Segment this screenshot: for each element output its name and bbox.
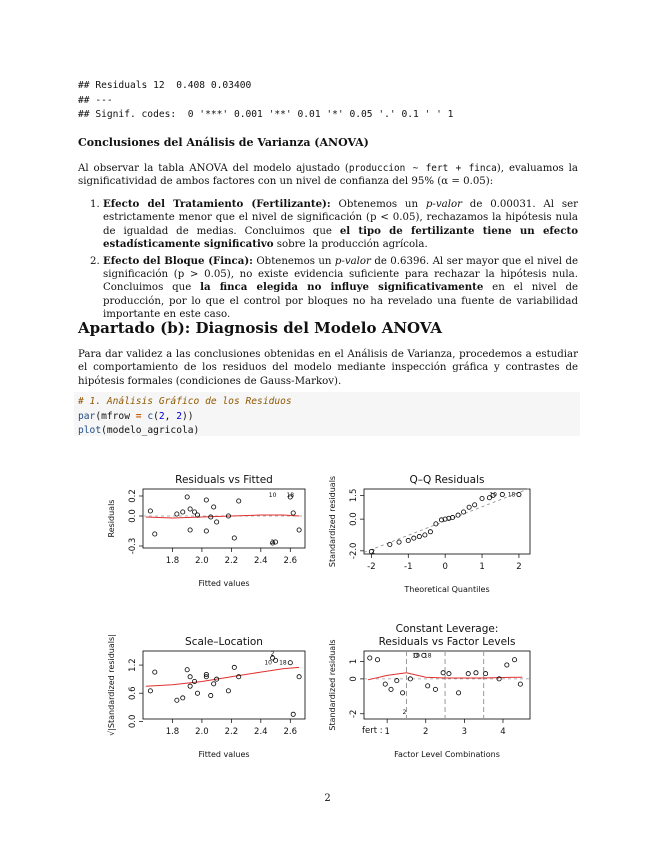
r-output [78, 79, 453, 123]
point-label: 10 [268, 492, 277, 499]
data-point [500, 492, 504, 496]
plot-frame [364, 651, 530, 719]
x-tick-label: 2 [423, 727, 429, 737]
data-point [212, 682, 216, 686]
point-label: 10 [489, 491, 497, 499]
y-axis-label: √|Standardized residuals| [107, 634, 116, 736]
y-tick-label: 1.2 [128, 658, 138, 672]
x-tick-label: 1.8 [165, 727, 180, 737]
data-point [148, 509, 152, 513]
data-point [428, 530, 432, 534]
data-point [175, 512, 179, 516]
plot-residuals-vs-fitted [107, 474, 305, 588]
y-axis-label: Standardized residuals [328, 639, 337, 731]
y-tick-label: -2 [349, 709, 359, 719]
point-label: 18 [286, 492, 295, 499]
point-label: 2 [371, 548, 376, 556]
data-point [148, 689, 152, 693]
x-tick-label: 2 [516, 562, 522, 572]
point-label: 2 [270, 539, 275, 546]
y-tick-label: 0.6 [128, 686, 139, 700]
data-point [153, 670, 157, 674]
plot-title: Scale–Location [185, 636, 263, 648]
section-b-paragraph: Para dar validez a las conclusiones obtenidas en el Análisis de Varianza, procedemos a estudiar el comportamiento de los residuos del modelo mediante inspección gráfica y contrastes de hipótesis formales (condiciones de Gauss-Markov). [78, 349, 578, 387]
data-point [212, 505, 216, 509]
data-point [204, 498, 208, 502]
data-point [232, 665, 236, 669]
data-point [412, 536, 416, 540]
y-tick-label: 0.0 [128, 509, 138, 523]
y-axis-label: Standardized residuals [328, 475, 337, 568]
data-point [185, 495, 189, 499]
x-axis-label: Theoretical Quantiles [404, 585, 490, 594]
plot-title-line-2: Residuals vs Factor Levels [378, 636, 516, 648]
point-label: 18 [507, 491, 516, 499]
data-point [226, 689, 230, 693]
data-point [473, 503, 477, 507]
x-tick-label: 2.6 [283, 556, 298, 566]
data-point [185, 668, 189, 672]
data-point [195, 513, 199, 517]
y-tick-label: -2.0 [349, 542, 359, 560]
output-line-1: ## Residuals 12 0.408 0.03400 [78, 80, 252, 91]
data-point [433, 687, 437, 691]
plot-title: Q–Q Residuals [409, 474, 485, 486]
x-tick-label: 2.0 [195, 556, 209, 566]
output-line-3: ## Signif. codes: 0 '***' 0.001 '**' 0.01 '*' 0.05 '.' 0.1 ' ' 1 [78, 109, 454, 120]
model-formula: produccion ~ fert + finca [348, 163, 497, 174]
data-point [188, 684, 192, 688]
conclusions-list [78, 198, 578, 325]
plot-frame [364, 489, 530, 554]
data-point [480, 496, 484, 500]
plot-residuals-vs-factor-levels [328, 623, 530, 759]
data-point [188, 675, 192, 679]
plot-scale-location [107, 634, 305, 759]
data-point [273, 658, 277, 662]
data-point [297, 528, 301, 532]
data-point [388, 542, 392, 546]
data-point [517, 492, 521, 496]
conclusion-item-treatment: 1. Efecto del Tratamiento (Fertilizante): Obtenemos un p-valor de 0.00031. Al ser estrictamente menor que el nivel de significación (p < 0.05), rechazamos la hipótesis nula de igualdad de medias. Concluimos que el tipo de fertilizante tiene un efecto estadísticamente significativo sobre la producción agrícola. [103, 198, 578, 252]
data-point [441, 671, 445, 675]
data-point [467, 505, 471, 509]
data-point [397, 540, 401, 544]
point-label: 10 [412, 652, 420, 660]
page-number: 2 [324, 793, 331, 804]
data-point [181, 510, 185, 514]
point-label: 18 [279, 659, 287, 667]
data-point [375, 658, 379, 662]
data-point [466, 672, 470, 676]
x-tick-label: 2.0 [195, 727, 209, 737]
data-point [204, 529, 208, 533]
point-label: 2 [270, 650, 275, 658]
data-point [188, 507, 192, 511]
data-point [417, 534, 421, 538]
data-point [474, 671, 478, 675]
conclusion-item-block: 2. Efecto del Bloque (Finca): Obtenemos un p-valor de 0.6396. Al ser mayor que el nivel de significación (p > 0.05), no existe evidencia suficiente para rechazar la hipótesis nula. Concluimos que la finca elegida no influye significativamente en el nivel de producción, por lo que el control por bloques no ha revelado una fuente de variabilidad importante en este caso. [103, 255, 578, 322]
data-point [406, 538, 410, 542]
plot-frame [143, 489, 305, 548]
x-tick-label: 2.2 [224, 727, 239, 737]
point-label: 18 [423, 652, 432, 660]
data-point [237, 499, 241, 503]
y-tick-label: 0.0 [128, 714, 138, 729]
x-tick-label: 3 [461, 727, 468, 737]
data-point [175, 698, 179, 702]
x-tick-label: 1.8 [165, 556, 180, 566]
y-tick-label: -0.3 [128, 537, 138, 555]
plot-title: Residuals vs Fitted [175, 474, 273, 486]
output-line-2: ## --- [78, 94, 113, 106]
point-label: 2 [402, 709, 407, 717]
x-tick-label: 2.4 [254, 727, 268, 737]
data-point [518, 682, 522, 686]
code-comment: # 1. Análisis Gráfico de los Residuos [78, 396, 292, 407]
data-point [423, 533, 427, 537]
x-tick-label: 0 [442, 562, 448, 572]
x-axis-label: Fitted values [198, 579, 250, 588]
data-point [447, 672, 451, 676]
y-tick-label: 1.5 [349, 488, 359, 503]
data-point [383, 682, 387, 686]
y-axis-label: Residuals [107, 499, 116, 538]
data-point [512, 658, 516, 662]
y-tick-label: 1 [349, 658, 359, 665]
x-tick-label: -1 [404, 562, 413, 572]
x-axis-label: Fitted values [198, 750, 250, 759]
section-b-heading: Apartado (b): Diagnosis del Modelo ANOVA [78, 319, 442, 337]
x-tick-label: 1 [384, 727, 390, 737]
smooth-line [146, 667, 299, 686]
code-chunk: # 1. Análisis Gráfico de los Residuos par(mfrow = c(2, 2)) plot(modelo_agricola) [74, 392, 580, 436]
data-point [297, 675, 301, 679]
x-tick-label: -2 [367, 562, 376, 572]
data-point [389, 687, 393, 691]
data-point [181, 696, 185, 700]
conclusions-intro: Al observar la tabla ANOVA del modelo ajustado (produccion ~ fert + finca), evaluamos la significatividad de ambos factores con un nivel de confianza del 95% (α = 0.05): [78, 163, 579, 188]
data-point [484, 672, 488, 676]
data-point [192, 679, 196, 683]
y-tick-label: 0.2 [128, 489, 138, 503]
data-point [288, 661, 292, 665]
data-point [153, 532, 157, 536]
point-label: 10 [264, 659, 273, 667]
conclusions-heading: Conclusiones del Análisis de Varianza (ANOVA) [78, 136, 369, 149]
y-tick-label: 0 [349, 676, 359, 682]
data-point [195, 691, 199, 695]
data-point [291, 511, 295, 515]
diagnostic-plots [0, 440, 655, 770]
data-point [291, 712, 295, 716]
data-point [456, 691, 460, 695]
x-tick-label: 2.2 [224, 556, 239, 566]
smooth-line [146, 515, 299, 518]
data-point [505, 663, 509, 667]
x-tick-label: 4 [500, 727, 506, 737]
x-axis-label: Factor Level Combinations [394, 750, 500, 759]
x-tick-label: 1 [479, 562, 485, 572]
plot-title-line-1: Constant Leverage: [395, 623, 499, 635]
data-point [232, 536, 236, 540]
x-tick-label: 2.4 [254, 556, 268, 566]
plot-qq-residuals [328, 474, 530, 594]
data-point [368, 656, 372, 660]
data-point [188, 528, 192, 532]
data-point [426, 684, 430, 688]
data-point [401, 691, 405, 695]
data-point [462, 510, 466, 514]
data-point [215, 520, 219, 524]
y-tick-label: 0.0 [349, 512, 359, 526]
data-point [209, 693, 213, 697]
factor-label: fert : [362, 726, 383, 736]
x-tick-label: 2.6 [283, 727, 298, 737]
